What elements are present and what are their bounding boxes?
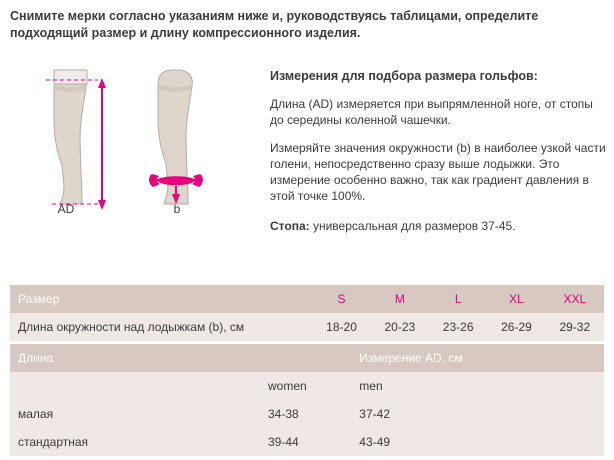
size-table-body bbox=[10, 313, 604, 341]
size-table-row-label: Длина окружности над лодыжкам (b), см bbox=[18, 320, 245, 334]
foot-value: универсальная для размеров 37-45. bbox=[309, 219, 516, 233]
length-table bbox=[10, 344, 604, 456]
length-table-row-1-women: 39-44 bbox=[268, 435, 299, 449]
info-paragraph-2: Измеряйте значения окружности (b) в наиболее узкой части голени, непосредственно сразу выше лодыжки. Это измерение особенно важно, так как градиент давления в этой точке 100%. bbox=[270, 141, 606, 203]
length-table-row-1-label: стандартная bbox=[18, 435, 89, 449]
size-table-header-2: M bbox=[394, 292, 405, 306]
size-table-value-0: 18-20 bbox=[326, 320, 357, 334]
legs-diagram bbox=[12, 62, 262, 222]
length-table-row-0-men: 37-42 bbox=[359, 407, 390, 421]
size-table-header-0: Размер bbox=[18, 292, 60, 306]
intro-text: Снимите мерки согласно указаниям ниже и, руководствуясь таблицами, определите подходящий размер и длину компрессионного изделия. bbox=[10, 9, 539, 40]
size-table-value-2: 23-26 bbox=[442, 320, 474, 334]
size-table-value-4: 29-32 bbox=[559, 320, 591, 334]
info-heading: Измерения для подбора размера гольфов: bbox=[270, 69, 538, 83]
table-row bbox=[10, 344, 604, 372]
caption-ad: AD bbox=[57, 202, 75, 216]
size-table-value-3: 26-29 bbox=[501, 320, 532, 334]
size-table-header-3: L bbox=[454, 292, 462, 306]
measurement-illustration bbox=[12, 62, 262, 222]
table-row bbox=[10, 400, 604, 428]
length-table-header-1: Измерение AD, см bbox=[359, 351, 463, 365]
size-table bbox=[10, 285, 604, 341]
leg-ad-graphic bbox=[46, 70, 106, 210]
table-row bbox=[10, 313, 604, 341]
length-table-row-1-men: 43-49 bbox=[359, 435, 390, 449]
length-table-body bbox=[10, 344, 604, 456]
length-table-sub-1: women bbox=[268, 379, 307, 393]
size-table-head bbox=[10, 285, 604, 313]
length-table-sub-0 bbox=[10, 372, 260, 400]
length-table-header-0: Длина bbox=[18, 351, 54, 365]
foot-note bbox=[270, 218, 608, 234]
size-table-header-1: S bbox=[337, 292, 346, 306]
table-row bbox=[10, 428, 604, 456]
leg-b-graphic bbox=[149, 70, 203, 204]
length-table-sub-2: men bbox=[359, 379, 383, 393]
size-table-header-4: XL bbox=[509, 292, 524, 306]
info-panel bbox=[270, 68, 608, 234]
table-row bbox=[10, 372, 604, 400]
length-table-row-0-women: 34-38 bbox=[268, 407, 299, 421]
size-table-value-1: 20-23 bbox=[384, 320, 416, 334]
size-table-header-5: XXL bbox=[563, 292, 587, 306]
length-table-header-spacer bbox=[260, 344, 351, 372]
table-row bbox=[10, 285, 604, 313]
info-paragraph-1: Длина (AD) измеряется при выпрямленной ноге, от стопы до середины коленной чашечки. bbox=[270, 97, 593, 127]
caption-b: b bbox=[173, 202, 181, 216]
length-table-row-0-label: малая bbox=[18, 407, 54, 421]
foot-label: Стопа: bbox=[270, 219, 310, 233]
